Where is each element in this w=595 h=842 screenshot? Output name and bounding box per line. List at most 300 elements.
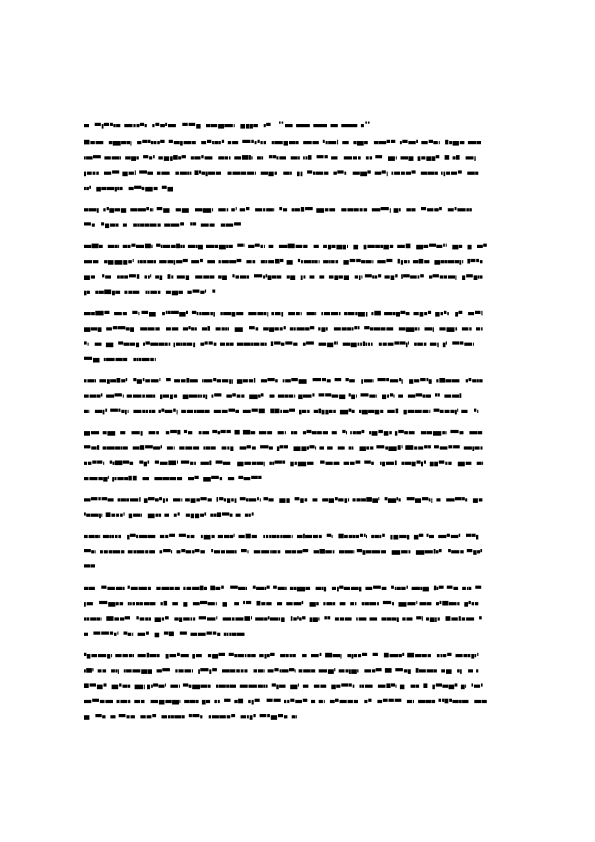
text-glyph-block [207, 617, 215, 620]
text-glyph-block [440, 275, 444, 278]
text-glyph-block [143, 477, 150, 480]
text-glyph-block [216, 461, 223, 464]
text-glyph-block [333, 654, 341, 657]
text-glyph-block [439, 207, 442, 210]
text-glyph-block [342, 430, 345, 433]
text-glyph-block [134, 700, 140, 703]
text-glyph-block [451, 172, 457, 175]
text-glyph-block [346, 431, 347, 434]
text-glyph-block [369, 395, 375, 398]
text-glyph-block [140, 617, 145, 620]
text-glyph-block [307, 446, 309, 449]
text-glyph-block [166, 498, 168, 501]
text-glyph-block [390, 245, 393, 248]
text-glyph-block [228, 477, 234, 480]
text-glyph-block [266, 123, 270, 126]
text-glyph-block [243, 601, 245, 604]
text-glyph-block [350, 431, 352, 434]
text-glyph-block [96, 141, 104, 144]
text-glyph-block [229, 260, 236, 263]
text-glyph-block [434, 409, 440, 412]
text-glyph-block [219, 685, 226, 688]
paragraph [84, 653, 487, 720]
text-glyph-block [202, 431, 209, 434]
paragraph [84, 586, 482, 638]
text-glyph-block [316, 172, 324, 175]
text-glyph-block [123, 446, 128, 449]
text-glyph-block [221, 550, 225, 553]
text-glyph-block [207, 260, 215, 263]
text-glyph-block [472, 446, 474, 451]
text-glyph-block [289, 141, 295, 144]
text-glyph-block [239, 535, 245, 538]
document-title-line [84, 122, 370, 129]
text-glyph-block [139, 535, 147, 538]
text-glyph-block [429, 535, 434, 538]
text-glyph-block [111, 514, 115, 517]
text-glyph-block [115, 461, 123, 466]
text-glyph-block [212, 290, 215, 293]
text-glyph-block [137, 379, 142, 384]
text-glyph-block [332, 587, 336, 590]
text-glyph-block [188, 477, 194, 480]
text-glyph-block [314, 550, 319, 553]
text-glyph-block [307, 410, 309, 413]
text-glyph-block [433, 141, 438, 144]
text-glyph-block [95, 123, 101, 126]
text-glyph-block [426, 617, 429, 620]
text-glyph-block [295, 497, 300, 500]
text-glyph-block [209, 715, 211, 718]
text-glyph-block [414, 312, 419, 315]
text-glyph-block [334, 462, 340, 465]
text-glyph-block [140, 224, 144, 227]
text-glyph-block [291, 156, 298, 159]
text-glyph-block [283, 535, 291, 538]
text-glyph-block [104, 683, 107, 686]
text-glyph-block [123, 685, 128, 688]
text-glyph-block [166, 654, 169, 659]
text-glyph-block [424, 260, 429, 263]
text-glyph-block [307, 430, 312, 433]
text-glyph-block [131, 244, 135, 247]
text-glyph-block [318, 617, 319, 620]
text-glyph-block [192, 550, 194, 553]
text-glyph-block [364, 669, 371, 672]
text-glyph-block [310, 275, 315, 278]
text-glyph-block [170, 685, 178, 688]
text-glyph-block [175, 172, 179, 175]
text-glyph-block [429, 379, 432, 384]
text-glyph-block [167, 446, 173, 449]
text-glyph-block [151, 685, 153, 688]
text-glyph-block [155, 327, 159, 330]
paragraph-line [84, 244, 487, 250]
text-glyph-block [459, 700, 462, 703]
text-glyph-block [219, 715, 226, 718]
text-glyph-block [419, 669, 426, 672]
text-glyph-block [442, 601, 448, 606]
text-glyph-block [428, 172, 434, 175]
text-glyph-block [115, 477, 117, 480]
text-glyph-block [220, 477, 222, 480]
paragraph-line [84, 326, 483, 332]
text-glyph-block [121, 141, 126, 144]
text-glyph-block [128, 245, 131, 248]
text-glyph-block [416, 140, 418, 143]
text-glyph-block [423, 410, 429, 413]
text-glyph-block [430, 617, 435, 622]
text-glyph-block [414, 379, 419, 382]
text-glyph-block [229, 343, 233, 346]
text-glyph-block [397, 617, 399, 622]
text-glyph-block [402, 379, 403, 384]
text-glyph-block [268, 616, 270, 619]
text-glyph-block [416, 550, 424, 555]
text-glyph-block [174, 260, 176, 265]
text-glyph-block [349, 409, 352, 412]
text-glyph-block [113, 462, 115, 465]
text-glyph-block [416, 616, 421, 619]
text-glyph-block [267, 378, 274, 381]
text-glyph-block [148, 535, 156, 538]
text-glyph-block [344, 550, 353, 553]
text-glyph-block [451, 535, 459, 538]
text-glyph-block [295, 141, 298, 144]
text-glyph-block [386, 259, 392, 262]
text-glyph-block [232, 274, 234, 277]
text-glyph-block [191, 535, 195, 538]
text-glyph-block [151, 700, 158, 703]
text-glyph-block [395, 431, 397, 436]
text-glyph-block [307, 170, 312, 173]
text-glyph-block [332, 395, 339, 398]
text-glyph-block [280, 654, 285, 657]
text-glyph-block [141, 669, 147, 674]
text-glyph-block [373, 653, 378, 656]
text-glyph-block [361, 275, 362, 278]
text-glyph-block [333, 410, 336, 413]
text-glyph-block [139, 497, 140, 502]
text-glyph-block [381, 550, 386, 553]
text-glyph-block [146, 341, 150, 344]
text-glyph-block [118, 341, 123, 344]
text-glyph-block [477, 462, 482, 465]
text-glyph-block [89, 186, 91, 189]
text-glyph-block [133, 124, 135, 127]
text-glyph-block [154, 141, 157, 144]
text-glyph-block [180, 172, 187, 175]
text-glyph-block [259, 431, 266, 434]
text-glyph-block [303, 141, 312, 144]
text-glyph-block [254, 274, 262, 277]
text-glyph-block [240, 497, 246, 500]
title-close-quote [365, 122, 367, 124]
text-glyph-block [391, 617, 396, 620]
text-glyph-block [190, 222, 192, 225]
text-glyph-block [389, 699, 394, 702]
text-glyph-block [238, 699, 243, 704]
text-glyph-block [152, 124, 154, 127]
text-glyph-block [474, 685, 480, 688]
text-glyph-block [203, 208, 211, 213]
text-glyph-block [256, 327, 259, 330]
text-glyph-block [212, 208, 213, 211]
text-glyph-block [473, 498, 478, 503]
text-glyph-block [266, 602, 271, 605]
text-glyph-block [461, 685, 465, 690]
text-glyph-block [105, 409, 107, 412]
text-glyph-block [246, 260, 251, 263]
text-glyph-block [121, 550, 124, 553]
text-glyph-block [112, 535, 115, 538]
text-glyph-block [219, 260, 221, 263]
text-glyph-block [235, 430, 240, 435]
text-glyph-block [140, 715, 145, 718]
text-glyph-block [206, 446, 211, 449]
text-glyph-block [126, 327, 130, 330]
text-glyph-block [160, 550, 163, 553]
text-glyph-block [321, 327, 325, 332]
text-glyph-block [109, 208, 114, 213]
text-glyph-block [315, 312, 316, 315]
text-glyph-block [218, 124, 224, 129]
text-glyph-block [434, 208, 438, 211]
text-glyph-block [84, 549, 91, 552]
text-glyph-block [286, 498, 289, 503]
text-glyph-block [371, 535, 374, 538]
text-glyph-block [214, 410, 221, 413]
text-glyph-block [307, 312, 315, 315]
text-glyph-block [399, 378, 401, 381]
text-glyph-block [378, 497, 379, 500]
text-glyph-block [84, 275, 90, 280]
text-glyph-block [474, 275, 478, 280]
text-glyph-block [339, 586, 343, 589]
text-glyph-block [195, 549, 200, 552]
text-glyph-block [361, 379, 363, 384]
text-glyph-block [179, 312, 185, 317]
text-glyph-block [206, 124, 210, 127]
text-glyph-block [115, 446, 120, 449]
text-glyph-block [230, 535, 233, 538]
text-glyph-block [290, 462, 293, 467]
text-glyph-block [352, 410, 355, 413]
text-glyph-block [283, 172, 289, 175]
text-glyph-block [257, 497, 259, 500]
text-glyph-block [211, 124, 217, 127]
text-glyph-block [143, 260, 146, 263]
text-glyph-block [200, 291, 204, 294]
text-glyph-block [390, 208, 391, 213]
text-glyph-block [387, 395, 389, 398]
text-glyph-block [434, 445, 439, 448]
text-glyph-block [183, 395, 189, 400]
text-glyph-block [201, 224, 209, 227]
text-glyph-block [168, 715, 170, 718]
text-glyph-block [97, 208, 99, 213]
text-glyph-block [483, 244, 487, 247]
text-glyph-block [335, 378, 342, 381]
text-glyph-block [91, 514, 99, 517]
text-glyph-block [469, 378, 472, 381]
text-glyph-block [133, 378, 136, 381]
text-glyph-block [385, 668, 392, 673]
paragraph [84, 207, 472, 228]
text-glyph-block [382, 462, 385, 467]
text-glyph-block [111, 669, 115, 672]
text-glyph-block [385, 446, 388, 449]
text-glyph-block [397, 497, 399, 500]
text-glyph-block [120, 187, 123, 190]
text-glyph-block [455, 410, 457, 415]
text-glyph-block [218, 700, 220, 703]
text-glyph-block [278, 395, 285, 398]
text-glyph-block [358, 312, 365, 317]
text-glyph-block [449, 699, 452, 702]
text-glyph-block [220, 312, 222, 315]
text-glyph-block [455, 497, 462, 500]
text-glyph-block [180, 245, 182, 248]
text-glyph-block [155, 498, 159, 501]
text-glyph-block [201, 535, 203, 538]
text-glyph-block [455, 327, 457, 330]
text-glyph-block [469, 601, 471, 604]
text-glyph-block [133, 602, 136, 605]
text-glyph-block [142, 358, 150, 361]
paragraph-line [84, 378, 483, 384]
text-glyph-block [237, 379, 243, 384]
text-glyph-block [326, 141, 328, 144]
text-glyph-block [124, 477, 128, 480]
text-glyph-block [180, 632, 187, 635]
text-glyph-block [311, 669, 315, 672]
text-glyph-block [246, 498, 248, 501]
text-glyph-block [133, 395, 142, 398]
text-glyph-block [418, 327, 419, 330]
text-glyph-block [476, 669, 478, 672]
text-glyph-block [129, 654, 133, 657]
text-glyph-block [156, 244, 160, 247]
text-glyph-block [279, 156, 286, 159]
text-glyph-block [118, 498, 121, 501]
text-glyph-block [201, 462, 209, 465]
text-glyph-block [255, 141, 257, 144]
text-glyph-block [413, 700, 414, 703]
text-glyph-block [127, 395, 132, 398]
text-glyph-block [162, 587, 170, 590]
text-glyph-block [272, 141, 274, 144]
text-glyph-block [106, 358, 115, 361]
text-glyph-block [111, 654, 112, 657]
text-glyph-block [84, 535, 88, 538]
text-glyph-block [124, 343, 129, 346]
text-glyph-block [216, 327, 221, 330]
text-glyph-block [224, 633, 226, 636]
text-glyph-block [469, 431, 477, 434]
text-glyph-block [86, 668, 92, 673]
text-glyph-block [218, 275, 222, 278]
text-glyph-block [104, 156, 110, 159]
text-glyph-block [306, 156, 308, 159]
text-glyph-block [391, 683, 395, 686]
text-glyph-block [183, 587, 185, 590]
text-glyph-block [408, 341, 409, 344]
text-glyph-block [212, 430, 217, 433]
text-glyph-block [249, 685, 257, 688]
text-glyph-block [246, 207, 249, 210]
text-glyph-block [214, 343, 217, 346]
text-glyph-block [339, 275, 343, 278]
text-glyph-block [390, 535, 392, 540]
text-glyph-block [399, 498, 401, 501]
text-glyph-block [102, 497, 108, 500]
text-glyph-block [186, 311, 188, 314]
text-glyph-block [420, 602, 427, 605]
paragraph-line [84, 222, 241, 228]
text-glyph-block [298, 259, 300, 262]
text-glyph-block [342, 327, 347, 330]
text-glyph-block [274, 668, 278, 671]
text-glyph-block [195, 275, 202, 278]
text-glyph-block [441, 260, 445, 263]
text-glyph-block [84, 431, 90, 436]
text-glyph-block [155, 617, 161, 622]
text-glyph-block [236, 207, 237, 210]
text-glyph-block [383, 343, 387, 346]
text-glyph-block [441, 669, 445, 672]
text-glyph-block [301, 275, 303, 280]
text-glyph-block [362, 685, 364, 688]
text-glyph-block [264, 617, 267, 620]
text-glyph-block [226, 224, 233, 227]
text-glyph-block [400, 141, 402, 144]
text-glyph-block [230, 669, 235, 672]
text-glyph-block [84, 700, 91, 703]
text-glyph-block [359, 275, 361, 280]
text-glyph-block [427, 378, 429, 381]
text-glyph-block [153, 446, 160, 449]
text-glyph-block [174, 141, 180, 144]
text-glyph-block [244, 244, 245, 247]
text-glyph-block [233, 172, 241, 175]
text-glyph-block [141, 700, 145, 703]
text-glyph-block [344, 312, 347, 315]
text-glyph-block [379, 343, 382, 346]
text-glyph-block [290, 685, 297, 690]
text-glyph-block [128, 602, 130, 605]
text-glyph-block [305, 327, 309, 330]
text-glyph-block [319, 535, 322, 538]
text-glyph-block [408, 260, 410, 263]
text-glyph-block [161, 445, 162, 448]
text-glyph-block [339, 550, 344, 553]
text-glyph-block [234, 700, 237, 703]
text-glyph-block [436, 379, 438, 382]
text-glyph-block [427, 669, 434, 672]
text-glyph-block [174, 395, 177, 398]
text-glyph-block [342, 141, 348, 144]
title-quoted-word [285, 124, 293, 127]
text-glyph-block [374, 311, 381, 316]
text-glyph-block [98, 669, 102, 672]
text-glyph-block [364, 461, 371, 464]
text-glyph-block [445, 260, 448, 263]
text-glyph-block [105, 275, 111, 278]
text-glyph-block [409, 379, 413, 384]
text-glyph-block [84, 410, 88, 413]
text-glyph-block [190, 462, 193, 465]
